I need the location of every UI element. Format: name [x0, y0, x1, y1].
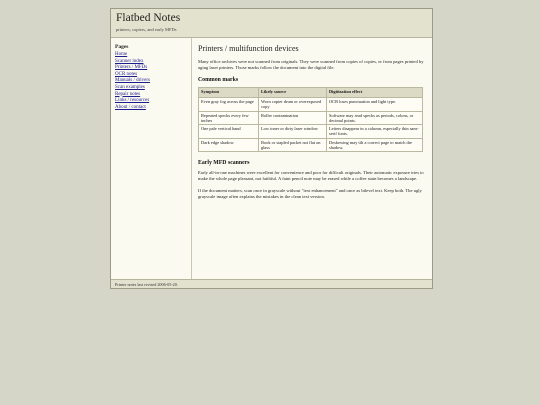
table-cell: OCR loses punctuation and light type.	[327, 98, 423, 112]
table-header: Likely source	[259, 88, 327, 98]
table-header: Digitization effect	[327, 88, 423, 98]
site-title: Flatbed Notes	[116, 12, 181, 24]
sidebar-item-home[interactable]: Home	[115, 52, 128, 57]
sidebar-item-ocr-notes[interactable]: OCR notes	[115, 71, 138, 77]
table-cell: One pale vertical band	[199, 125, 259, 139]
sidebar-item-about-contact[interactable]: About / contact	[115, 104, 146, 110]
page-footer: Printer notes last revised 2006-05-20.	[111, 279, 432, 288]
table-row	[199, 98, 423, 112]
table-cell: Low toner or dirty laser window	[259, 125, 327, 139]
table-row	[199, 111, 423, 125]
sidebar-item-printers-mfds[interactable]: Printers / MFDs	[115, 65, 148, 71]
table-cell: Roller contamination	[259, 111, 327, 125]
sidebar-item-scanner-index[interactable]: Scanner index	[115, 58, 144, 64]
table-cell: Letters disappear in a column, especially thin sans-serif fonts.	[327, 125, 423, 139]
paragraph-scan-advice: If the document matters, scan once in grayscale without "text enhancement" and once as bilevel text. Keep both. The ugly grayscale image often explains the mistakes in the clean text version.	[198, 188, 422, 200]
section-heading-early-mfd: Early MFD scanners	[198, 160, 250, 167]
table-cell: Book or stapled packet not flat on glass	[259, 138, 327, 152]
sidebar-item-manuals-drivers[interactable]: Manuals / drivers	[115, 78, 150, 84]
site-header	[111, 9, 432, 38]
table-cell: Worn copier drum or overexposed copy	[259, 98, 327, 112]
table-cell: Deskewing may tilt a correct page to match the shadow.	[327, 138, 423, 152]
sidebar-nav	[111, 38, 192, 279]
intro-paragraph: Many office archives were not scanned from originals. They were scanned from copies of copies, or from pages printed by aging laser printers. Those marks follow the document into the digital file.	[198, 59, 424, 70]
table-cell: Even gray fog across the page	[199, 98, 259, 112]
table-cell: Dark edge shadow	[199, 138, 259, 152]
section-heading-common-marks: Common marks	[198, 77, 239, 83]
site-subtitle: printers, copiers, and early MFDs	[116, 27, 177, 32]
paragraph-early-mfd: Early all-in-one machines were excellent for convenience and poor for difficult originals. Their automatic exposure tries to make the whole page pleasant, not faithful. A faint pencil note may be erased while a coffee stain becomes a landscape.	[198, 170, 424, 182]
table-cell: Repeated specks every few inches	[199, 111, 259, 125]
content-columns	[111, 38, 432, 279]
sidebar-item-scan-examples[interactable]: Scan examples	[115, 84, 145, 90]
sidebar-item-links-resources[interactable]: Links / resources	[115, 98, 150, 104]
table-header-row	[199, 88, 423, 98]
table-cell: Software may read specks as periods, colons, or decimal points.	[327, 111, 423, 125]
sidebar-item-repair-notes[interactable]: Repair notes	[115, 91, 141, 97]
page-container	[110, 8, 433, 289]
main-content	[192, 38, 432, 279]
sidebar-heading: Pages	[115, 44, 129, 50]
table-row	[199, 125, 423, 139]
page-title: Printers / multifunction devices	[198, 44, 299, 53]
marks-table	[198, 87, 423, 152]
table-row	[199, 138, 423, 152]
table-header: Symptom	[199, 88, 259, 98]
